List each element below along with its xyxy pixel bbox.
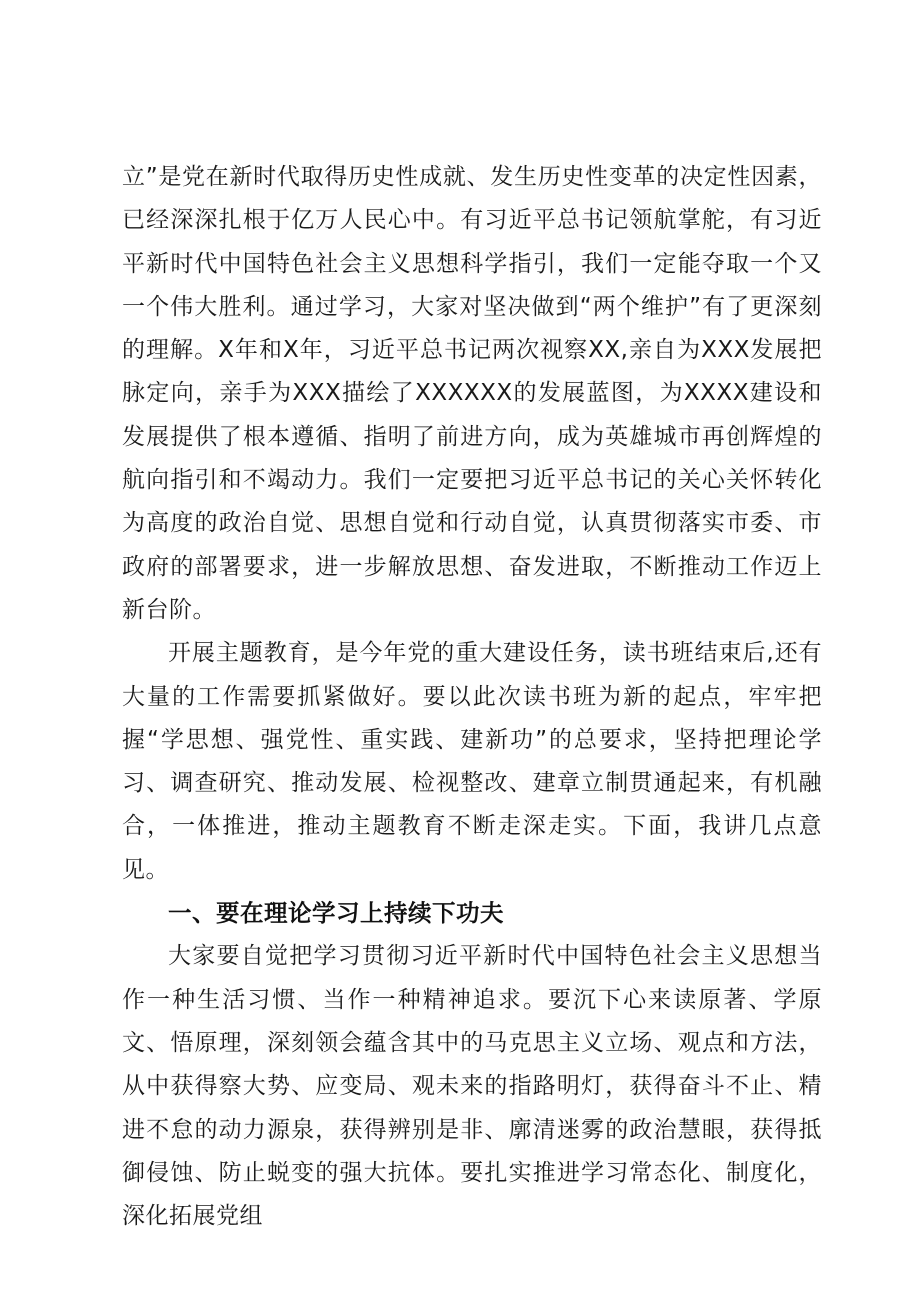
- document-body: [122, 156, 822, 1238]
- paragraph-theory-study: 大家要自觉把学习贯彻习近平新时代中国特色社会主义思想当作一种生活习惯、当作一种精神追求。要沉下心来读原著、学原文、悟原理，深刻领会蕴含其中的马克思主义立场、观点和方法，从中获得察大势、应变局、观未来的指路明灯，获得奋斗不止、精进不怠的动力源泉，获得辨别是非、廓清迷雾的政治慧眼，获得抵御侵蚀、防止蜕变的强大抗体。要扎实推进学习常态化、制度化，深化拓展党组: [122, 943, 822, 1230]
- paragraph-theme-education: 开展主题教育，是今年党的重大建设任务，读书班结束后,还有大量的工作需要抓紧做好。要以此次读书班为新的起点，牢牢把握“学思想、强党性、重实践、建新功”的总要求，坚持把理论学习、调查研究、推动发展、检视整改、建章立制贯通起来，有机融合，一体推进，推动主题教育不断走深走实。下面，我讲几点意见。: [122, 640, 822, 883]
- paragraph-continued: 立”是党在新时代取得历史性成就、发生历史性变革的决定性因素，已经深深扎根于亿万人民心中。有习近平总书记领航掌舵，有习近平新时代中国特色社会主义思想科学指引，我们一定能夺取一个又一个伟大胜利。通过学习，大家对坚决做到“两个维护”有了更深刻的理解。X年和X年，习近平总书记两次视察XX,亲自为XXX发展把脉定向，亲手为XXX描绘了XXXXXX的发展蓝图，为XXXX建设和发展提供了根本遵循、指明了前进方向，成为英雄城市再创辉煌的航向指引和不竭动力。我们一定要把习近平总书记的关心关怀转化为高度的政治自觉、思想自觉和行动自觉，认真贯彻落实市委、市政府的部署要求，进一步解放思想、奋发进取，不断推动工作迈上新台阶。: [122, 164, 822, 623]
- section-heading-1: 一、要在理论学习上持续下功夫: [168, 899, 504, 928]
